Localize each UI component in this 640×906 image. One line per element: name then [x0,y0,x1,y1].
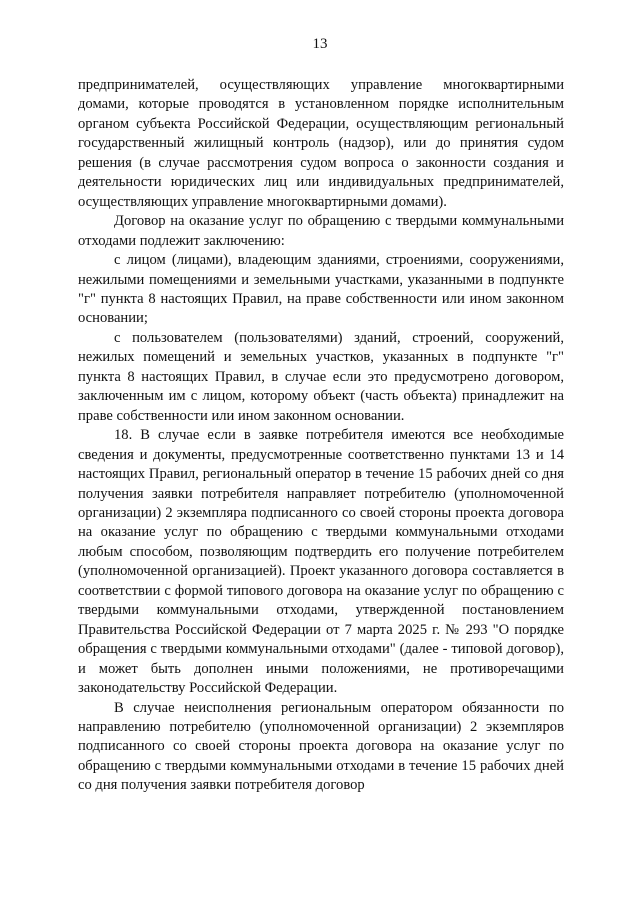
paragraph: с пользователем (пользователями) зданий, строений, сооружений, нежилых помещений и земельных участков, указанных в подпункте "г" пункта 8 настоящих Правил, в случае если это предусмотрено договором, заключенным им с лицом, которому объект (часть объекта) принадлежит на праве собственности или ином законном основании. [78,329,564,424]
paragraph-item-18: 18. В случае если в заявке потребителя имеются все необходимые сведения и документы, предусмотренные соответственно пунктами 13 и 14 настоящих Правил, региональный оператор в течение 15 рабочих дней со дня получения заявки потребителя направляет потребителю (уполномоченной организации) 2 экземпляра подписанного со своей стороны проекта договора на оказание услуг по обращению с твердыми коммунальными отходами любым способом, позволяющим подтвердить его получение потребителем (уполномоченной организацией). Проект указанного договора составляется в соответствии с формой типового договора на оказание услуг по обращению с твердыми коммунальными отходами, утвержденной постановлением Правительства Российской Федерации от 7 марта 2025 г. № 293 "О порядке обращения с твердыми коммунальными отходами" (далее - типовой договор), и может быть дополнен иными положениями, не противоречащими законодательству Российской Федерации. [78,427,564,697]
paragraph: В случае неисполнения региональным оператором обязанности по направлению потребителю (уполномоченной организации) 2 экземпляров подписанного со своей стороны проекта договора на оказание услуг по обращению с твердыми коммунальными отходами в течение 15 рабочих дней со дня получения заявки потребителя договор [78,699,564,794]
document-body [78,76,564,796]
paragraph: с лицом (лицами), владеющим зданиями, строениями, сооружениями, нежилыми помещениями и земельными участками, указанными в подпункте "г" пункта 8 настоящих Правил, на праве собственности или ином законном основании; [78,252,564,327]
page-number: 13 [312,36,328,52]
paragraph: Договор на оказание услуг по обращению с твердыми коммунальными отходами подлежит заключению: [78,213,564,249]
paragraph: предпринимателей, осуществляющих управление многоквартирными домами, которые проводятся в установленном порядке исполнительным органом субъекта Российской Федерации, осуществляющим региональный государственный жилищный контроль (надзор), или до принятия судом решения (в случае рассмотрения судом вопроса о законности создания и деятельности юридических лиц или индивидуальных предпринимателей, осуществляющих управление многоквартирными домами). [78,77,564,210]
